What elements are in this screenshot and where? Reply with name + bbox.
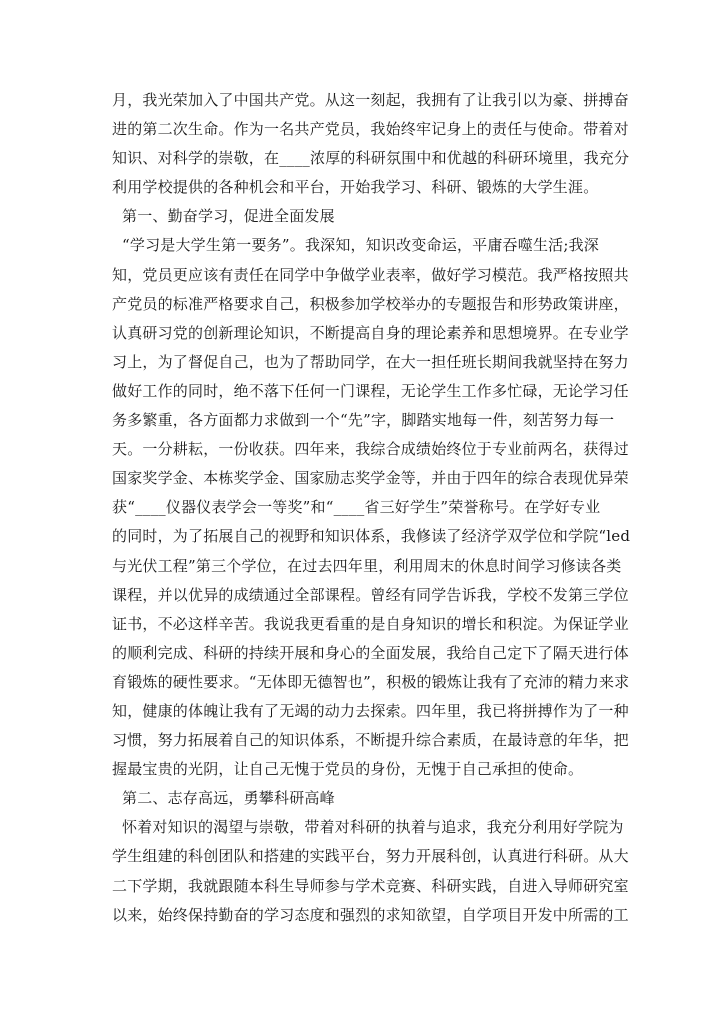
text-line: 二下学期，我就跟随本科生导师参与学术竞赛、科研实践，自进入导师研究室 — [112, 876, 629, 895]
text-line: 证书，不必这样辛苦。我说我更看重的是自身知识的增长和积淀。为保证学业 — [112, 614, 629, 633]
text-line: 月，我光荣加入了中国共产党。从这一刻起，我拥有了让我引以为豪、拼搏奋 — [112, 91, 629, 109]
text-line: 利用学校提供的各种机会和平台，开始我学习、科研、锻炼的大学生涯。 — [112, 178, 599, 197]
text-line: 获“____仪器仪表学会一等奖”和“____省三好学生”荣誉称号。在学好专业 — [112, 498, 601, 517]
text-line: 知识、对科学的崇敬，在____浓厚的科研氛围中和优越的科研环境里，我充分 — [112, 149, 630, 168]
text-line: 知，健康的体魄让我有了无竭的动力去探索。四年里，我已将拼搏作为了一种 — [112, 701, 629, 720]
text-line: 学生组建的科创团队和搭建的实践平台，努力开展科创，认真进行科研。从大 — [112, 847, 629, 866]
text-line: 务多繁重，各方面都力求做到一个“先”字，脚踏实地每一件，刻苦努力每一 — [112, 411, 615, 430]
text-line: 产党员的标准严格要求自己，积极参加学校举办的专题报告和形势政策讲座， — [112, 294, 629, 313]
text-line: 做好工作的同时，绝不落下任何一门课程，无论学生工作多忙碌，无论学习任 — [112, 381, 629, 400]
text-line: 课程，并以优异的成绩通过全部课程。曾经有同学告诉我，学校不发第三学位 — [112, 585, 629, 604]
text-line: 握最宝贵的光阴，让自己无愧于党员的身份，无愧于自己承担的使命。 — [112, 760, 584, 779]
text-line: “学习是大学生第一要务”。我深知，知识改变命运，平庸吞噬生活;我深 — [122, 236, 599, 255]
text-line: 的顺利完成、科研的持续开展和身心的全面发展，我给自己定下了隔天进行体 — [112, 643, 629, 662]
text-line: 天。一分耕耘，一份收获。四年来，我综合成绩始终位于专业前两名，获得过 — [112, 440, 629, 459]
text-line: 习上，为了督促自己，也为了帮助同学，在大一担任班长期间我就坚持在努力 — [112, 352, 629, 371]
text-line: 知，党员更应该有责任在同学中争做学业表率，做好学习模范。我严格按照共 — [112, 265, 629, 284]
document-body — [112, 86, 631, 930]
text-line: 习惯，努力拓展着自己的知识体系，不断提升综合素质，在最诗意的年华，把 — [112, 731, 629, 750]
text-line: 国家奖学金、本栋奖学金、国家励志奖学金等，并由于四年的综合表现优异荣 — [112, 469, 629, 488]
section-heading: 第一、勤奋学习，促进全面发展 — [122, 207, 335, 226]
text-line: 怀着对知识的渴望与崇敬，带着对科研的执着与追求，我充分利用好学院为 — [122, 818, 624, 837]
text-line: 与光伏工程”第三个学位，在过去四年里，利用周末的休息时间学习修读各类 — [112, 556, 622, 575]
text-line: 育锻炼的硬性要求。“无体即无德智也”，积极的锻炼让我有了充沛的精力来求 — [112, 672, 630, 691]
text-line: 以来，始终保持勤奋的学习态度和强烈的求知欲望，自学项目开发中所需的工 — [112, 905, 629, 924]
text-line: 的同时，为了拓展自己的视野和知识体系，我修读了经济学双学位和学院“led — [112, 527, 631, 546]
text-line: 认真研习党的创新理论知识，不断提高自身的理论素养和思想境界。在专业学 — [112, 323, 629, 342]
text-line: 进的第二次生命。作为一名共产党员，我始终牢记身上的责任与使命。带着对 — [112, 120, 629, 139]
section-heading: 第二、志存高远，勇攀科研高峰 — [122, 789, 335, 808]
